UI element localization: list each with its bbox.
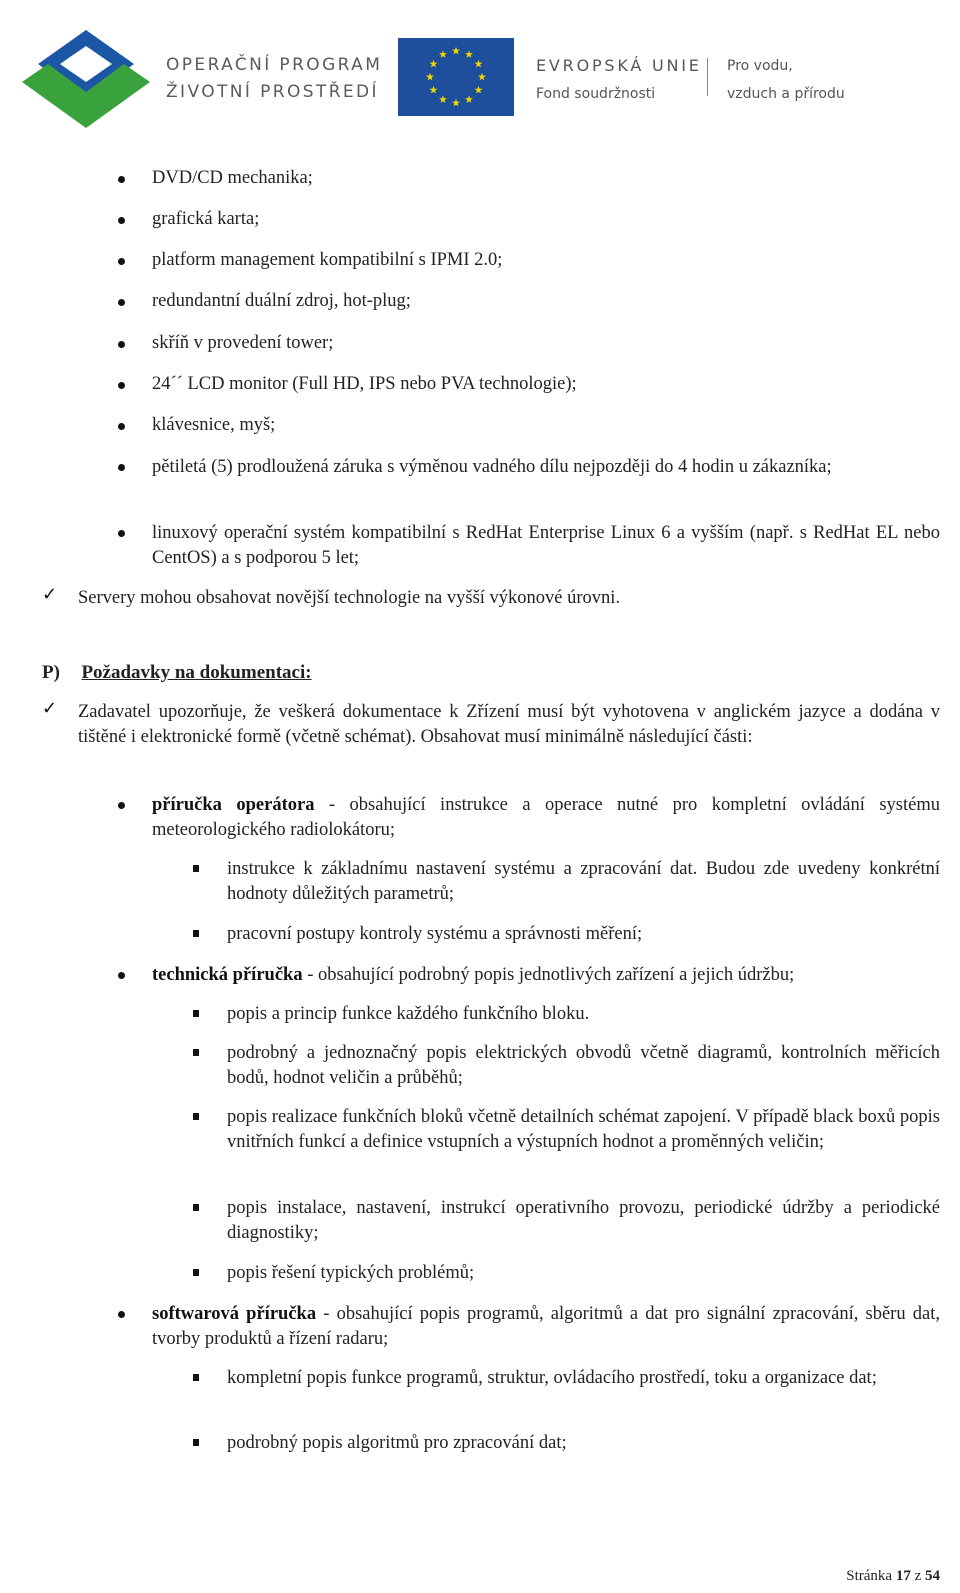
docs-item-technical-title: technická příručka [152,965,303,985]
slogan-line2: vzduch a přírodu [727,86,845,102]
checkmark-icon: ✓ [42,698,58,719]
page-header [0,0,960,150]
section-letter: P) [42,662,60,683]
opzp-logo-icon [22,30,150,128]
docs-item-software-title: softwarová příručka [152,1304,317,1324]
program-title [166,52,382,106]
bullet-icon [118,176,125,183]
list-item: podrobný a jednoznačný popis elektrických obvodů včetně diagramů, kontrolních měřicích bodů, hodnot veličin a průběhů; [227,1043,940,1088]
section-title: Požadavky na dokumentaci: [81,662,312,683]
note-servers: Servery mohou obsahovat novější technologie na vyšší výkonové úrovni. [78,588,621,608]
list-item: popis řešení typických problémů; [227,1263,475,1283]
bullet-icon [118,972,125,979]
slogan-line1: Pro vodu, [727,58,793,74]
bullet-icon [118,299,125,306]
docs-item-technical-text: - obsahující podrobný popis jednotlivých zařízení a jejich údržbu; [302,965,795,985]
square-bullet-icon [193,1113,199,1120]
page-label: Stránka [846,1568,893,1584]
page-total: 54 [925,1568,940,1584]
bullet-icon [118,464,125,471]
list-item: podrobný popis algoritmů pro zpracování dat; [227,1433,567,1453]
docs-item-software-text: - obsahující popis programů, algoritmů a dat pro signální zpracování, sběru dat, tvorby produktů a řízení radaru; [152,1304,940,1349]
bullet-icon [118,217,125,224]
eu-title-line2: Fond soudržnosti [536,86,656,102]
header-divider [707,58,708,96]
bullet-icon [118,1311,125,1318]
eu-title [536,52,702,108]
list-item: popis instalace, nastavení, instrukcí operativního provozu, periodické údržby a periodické diagnostiky; [227,1198,940,1243]
docs-item-operator [152,793,940,843]
list-item: 24´´ LCD monitor (Full HD, IPS nebo PVA technologie); [152,374,577,394]
square-bullet-icon [193,1204,199,1211]
list-item: klávesnice, myš; [152,415,276,435]
bullet-icon [118,530,125,537]
square-bullet-icon [193,865,199,872]
docs-item-software [152,1302,940,1352]
program-title-line1: OPERAČNÍ PROGRAM [166,55,383,75]
docs-item-operator-text: - obsahující instrukce a operace nutné pro kompletní ovládání systému meteorologického radiolokátoru; [152,795,940,840]
page-of: z [914,1568,922,1584]
bullet-icon [118,341,125,348]
program-title-line2: ŽIVOTNÍ PROSTŘEDÍ [166,82,379,102]
eu-flag-icon [398,38,514,116]
page-number [846,1568,940,1585]
square-bullet-icon [193,930,199,937]
list-item: kompletní popis funkce programů, struktur, ovládacího prostředí, toku a organizace dat; [227,1368,877,1388]
page-current: 17 [895,1568,911,1584]
list-item: pětiletá (5) prodloužená záruka s výměnou vadného dílu nejpozději do 4 hodin u zákazníka; [152,457,832,477]
list-item: redundantní duální zdroj, hot-plug; [152,291,411,311]
list-item: pracovní postupy kontroly systému a správnosti měření; [227,924,643,944]
bullet-icon [118,423,125,430]
list-item: skříň v provedení tower; [152,333,334,353]
slogan [727,52,845,108]
checkmark-icon: ✓ [42,584,58,605]
square-bullet-icon [193,1439,199,1446]
docs-intro: Zadavatel upozorňuje, že veškerá dokumentace k Zřízení musí být vyhotovena v anglickém jazyce a dodána v tištěné i elektronické formě (včetně schémat). Obsahovat musí minimálně následující části: [78,702,940,747]
list-item: popis a princip funkce každého funkčního bloku. [227,1004,590,1024]
list-item: grafická karta; [152,209,260,229]
list-item: instrukce k základnímu nastavení systému a zpracování dat. Budou zde uvedeny konkrétní hodnoty důležitých parametrů; [227,859,940,904]
docs-item-technical [152,963,794,988]
list-item: popis realizace funkčních bloků včetně detailních schémat zapojení. V případě black boxů popis vnitřních funkcí a definice vstupních a výstupních hodnot a proměnných veličin; [227,1107,940,1152]
section-heading [42,662,312,684]
bullet-icon [118,258,125,265]
list-item: DVD/CD mechanika; [152,168,313,188]
list-item: platform management kompatibilní s IPMI 2.0; [152,250,503,270]
bullet-icon [118,802,125,809]
docs-item-operator-title: příručka operátora [152,795,315,815]
square-bullet-icon [193,1049,199,1056]
square-bullet-icon [193,1010,199,1017]
square-bullet-icon [193,1374,199,1381]
list-item: linuxový operační systém kompatibilní s RedHat Enterprise Linux 6 a vyšším (např. s RedHat EL nebo CentOS) a s podporou 5 let; [152,523,940,568]
bullet-icon [118,382,125,389]
eu-title-line1: EVROPSKÁ UNIE [536,56,702,75]
square-bullet-icon [193,1269,199,1276]
